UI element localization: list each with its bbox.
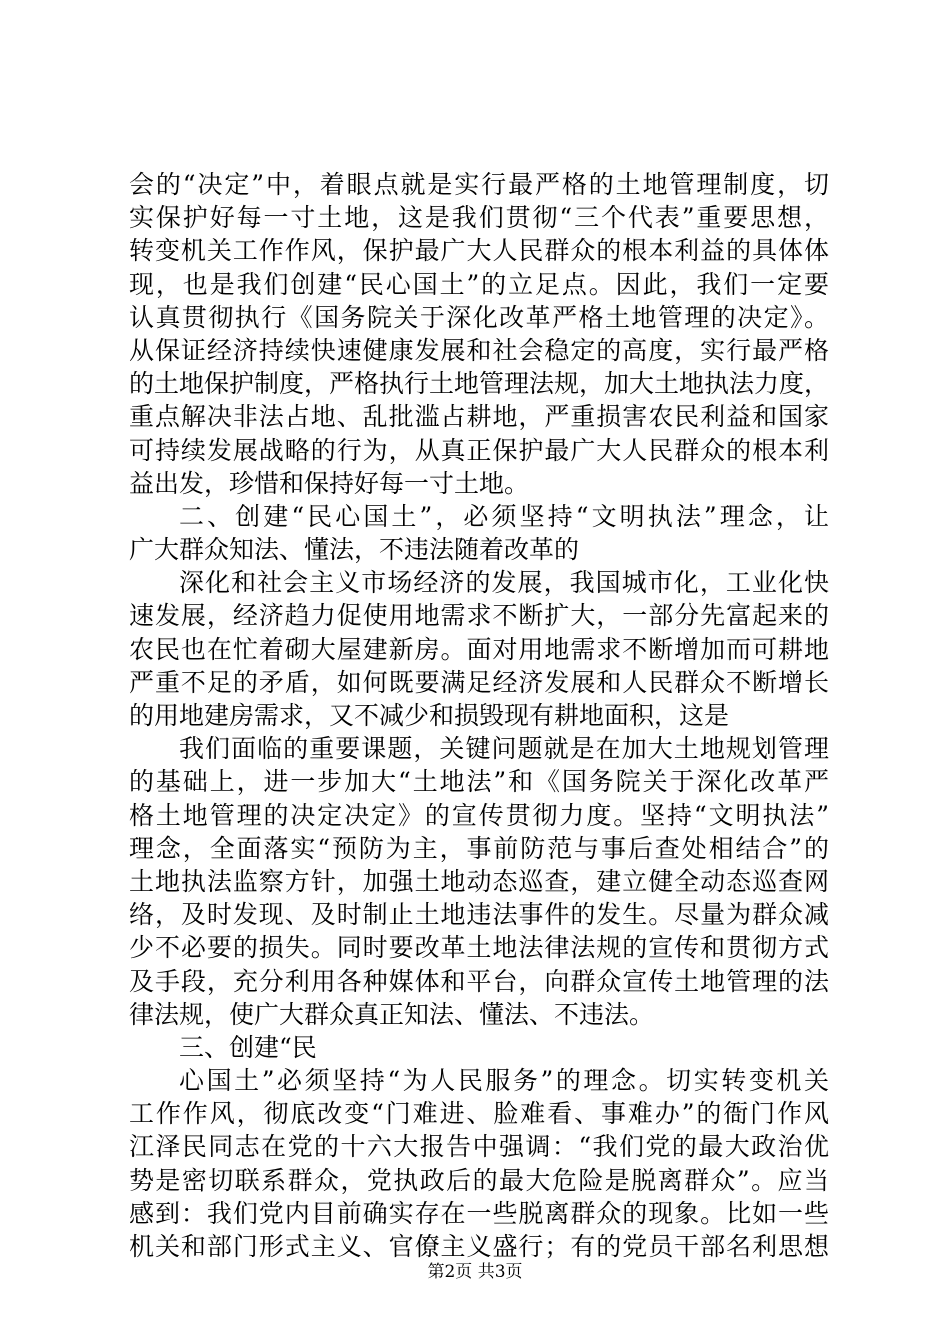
- text-line: 心国土”必须坚持“为人民服务”的理念。切实转变机关: [179, 1066, 829, 1096]
- text-line: 格土地管理的决定决定》的宣传贯彻力度。坚持“文明执法”: [129, 800, 829, 830]
- text-line: 农民也在忙着砌大屋建新房。面对用地需求不断增加而可耕地: [129, 634, 829, 664]
- text-line: 的土地保护制度，严格执行土地管理法规，加大土地执法力度，: [129, 369, 829, 399]
- text-line: 会的“决定”中，着眼点就是实行最严格的土地管理制度，切: [129, 170, 829, 199]
- text-line: 我们面临的重要课题，关键问题就是在加大土地规划管理: [179, 734, 829, 764]
- text-line: 的基础上，进一步加大“土地法”和《国务院关于深化改革严: [129, 767, 829, 797]
- text-line: 二、创建“民心国土”，必须坚持“文明执法”理念，让: [179, 501, 829, 531]
- text-line: 现，也是我们创建“民心国土”的立足点。因此，我们一定要: [129, 269, 829, 299]
- text-line: 三、创建“民: [179, 1032, 317, 1062]
- text-line: 认真贯彻执行《国务院关于深化改革严格土地管理的决定》。: [129, 302, 829, 332]
- text-line: 理念，全面落实“预防为主，事前防范与事后查处相结合”的: [129, 833, 829, 863]
- text-line: 重点解决非法占地、乱批滥占耕地，严重损害农民利益和国家: [129, 402, 829, 432]
- page-footer: 第2页 共3页: [427, 1262, 523, 1282]
- text-line: 机关和部门形式主义、官僚主义盛行；有的党员干部名利思想: [129, 1232, 829, 1261]
- text-line: 律法规，使广大群众真正知法、懂法、不违法。: [129, 999, 655, 1029]
- text-line: 工作作风，彻底改变“门难进、脸难看、事难办”的衙门作风: [129, 1099, 829, 1129]
- text-line: 络，及时发现、及时制止土地违法事件的发生。尽量为群众减: [129, 900, 829, 930]
- text-line: 可持续发展战略的行为，从真正保护最广大人民群众的根本利: [129, 435, 829, 465]
- text-line: 速发展，经济趋力促使用地需求不断扩大，一部分先富起来的: [129, 601, 829, 631]
- text-line: 深化和社会主义市场经济的发展，我国城市化，工业化快: [179, 568, 829, 598]
- text-line: 益出发，珍惜和保持好每一寸土地。: [129, 468, 530, 498]
- text-line: 严重不足的矛盾，如何既要满足经济发展和人民群众不断增长: [129, 667, 829, 697]
- text-line: 转变机关工作作风，保护最广大人民群众的根本利益的具体体: [129, 236, 829, 266]
- text-line: 的用地建房需求，又不减少和损毁现有耕地面积，这是: [129, 701, 730, 730]
- text-line: 从保证经济持续快速健康发展和社会稳定的高度，实行最严格: [129, 335, 829, 365]
- text-line: 及手段，充分利用各种媒体和平台，向群众宣传土地管理的法: [129, 966, 829, 996]
- text-line: 感到：我们党内目前确实存在一些脱离群众的现象。比如一些: [129, 1198, 829, 1228]
- text-line: 实保护好每一寸土地，这是我们贯彻“三个代表”重要思想，: [129, 203, 829, 233]
- text-line: 广大群众知法、懂法，不违法随着改革的: [129, 535, 580, 565]
- text-line: 江泽民同志在党的十六大报告中强调：“我们党的最大政治优: [129, 1132, 829, 1162]
- text-line: 少不必要的损失。同时要改革土地法律法规的宣传和贯彻方式: [129, 933, 829, 963]
- text-line: 土地执法监察方针，加强土地动态巡查，建立健全动态巡查网: [129, 866, 829, 896]
- document-body: [129, 168, 829, 1263]
- text-line: 势是密切联系群众，党执政后的最大危险是脱离群众”。应当: [129, 1165, 829, 1195]
